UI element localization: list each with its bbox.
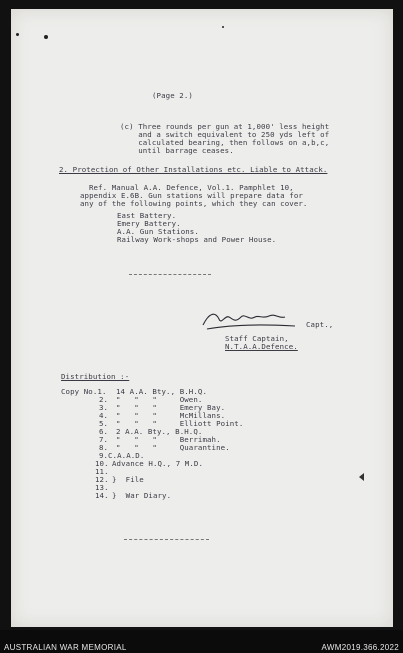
margin-mark	[359, 473, 364, 481]
divider	[124, 539, 209, 540]
copy-recipient: 14 A.A. Bty., B.H.Q.	[116, 387, 207, 396]
copy-recipient: " " " Quarantine.	[116, 443, 230, 452]
signature-title: Staff Captain,	[225, 334, 289, 343]
ink-spot	[222, 26, 224, 28]
copy-recipient: " " " Emery Bay.	[116, 403, 226, 412]
copy-number: 7.	[99, 435, 109, 444]
list-item: East Battery.	[117, 211, 177, 220]
copy-number: 5.	[99, 419, 109, 428]
copy-recipient: 2 A.A. Bty., B.H.Q.	[116, 427, 203, 436]
list-item: Railway Work-shops and Power House.	[117, 235, 277, 244]
page-label: (Page 2.)	[152, 91, 193, 100]
archive-id: AWM2019.366.2022	[321, 643, 399, 652]
copy-number: 10.	[95, 459, 109, 468]
copy-number: 11.	[95, 467, 109, 476]
archive-name: AUSTRALIAN WAR MEMORIAL	[4, 643, 127, 652]
ink-spot	[44, 35, 48, 39]
copy-number: 9.	[99, 451, 109, 460]
divider	[129, 274, 211, 275]
copy-number: Copy No.1.	[61, 387, 107, 396]
copy-number: 3.	[99, 403, 109, 412]
copy-recipient: } War Diary.	[112, 491, 172, 500]
section-heading: 2. Protection of Other Installations etc. Liable to Attack.	[59, 165, 328, 174]
copy-number: 6.	[99, 427, 109, 436]
copy-recipient: " " " Owen.	[116, 395, 203, 404]
distribution-heading: Distribution :-	[61, 372, 130, 381]
copy-number: 2.	[99, 395, 109, 404]
copy-recipient: Advance H.Q., 7 M.D.	[112, 459, 203, 468]
signature-unit: N.T.A.A.Defence.	[225, 342, 298, 351]
copy-number: 12.	[95, 475, 109, 484]
copy-recipient: " " " Elliott Point.	[116, 419, 244, 428]
copy-number: 8.	[99, 443, 109, 452]
copy-recipient: C.A.A.D.	[108, 451, 145, 460]
copy-recipient: " " " McMillans.	[116, 411, 226, 420]
document-page: (Page 2.) (c) Three rounds per gun at 1,000' less height and a switch equivalent to 250 yds left of calculated bearing, then follows on a,b,c, until barrage ceases. 2. Protection of Other Installations etc. Liable to Attack. Ref. Manual A.A. Defence, Vol.1. Pamphlet 10, appendix E.6B. Gun stations will prepare data for any of the following points, which they can cover. East Battery. Emery Battery. A.A. Gun Stations. Railway Work-shops and Power House. Capt., Staff Captain, N.T.A.A.Defence. Distribution :- Copy No.1. 14 A.A. Bty., B.H.Q. 2. " " " Owen. 3. " " " Emery Bay. 4. " " " McMillans. 5. " " " Elliott Point. 6. 2 A.A. Bty., B.H.Q. 7. " " " Berrimah. 8. " " " Quarantine. 9. C.A.A.D. 10. Advance H.Q., 7 M.D. 11. 12. } File 13. 14. } War Diary.	[11, 9, 393, 627]
copy-recipient: " " " Berrimah.	[116, 435, 221, 444]
handwritten-signature	[199, 307, 307, 333]
list-item: Emery Battery.	[117, 219, 181, 228]
signature-suffix: Capt.,	[306, 320, 334, 329]
archive-footer	[0, 630, 403, 653]
ink-spot	[16, 33, 19, 36]
list-item: A.A. Gun Stations.	[117, 227, 199, 236]
copy-number: 13.	[95, 483, 109, 492]
copy-recipient: } File	[112, 475, 144, 484]
copy-number: 4.	[99, 411, 109, 420]
copy-number: 14.	[95, 491, 109, 500]
